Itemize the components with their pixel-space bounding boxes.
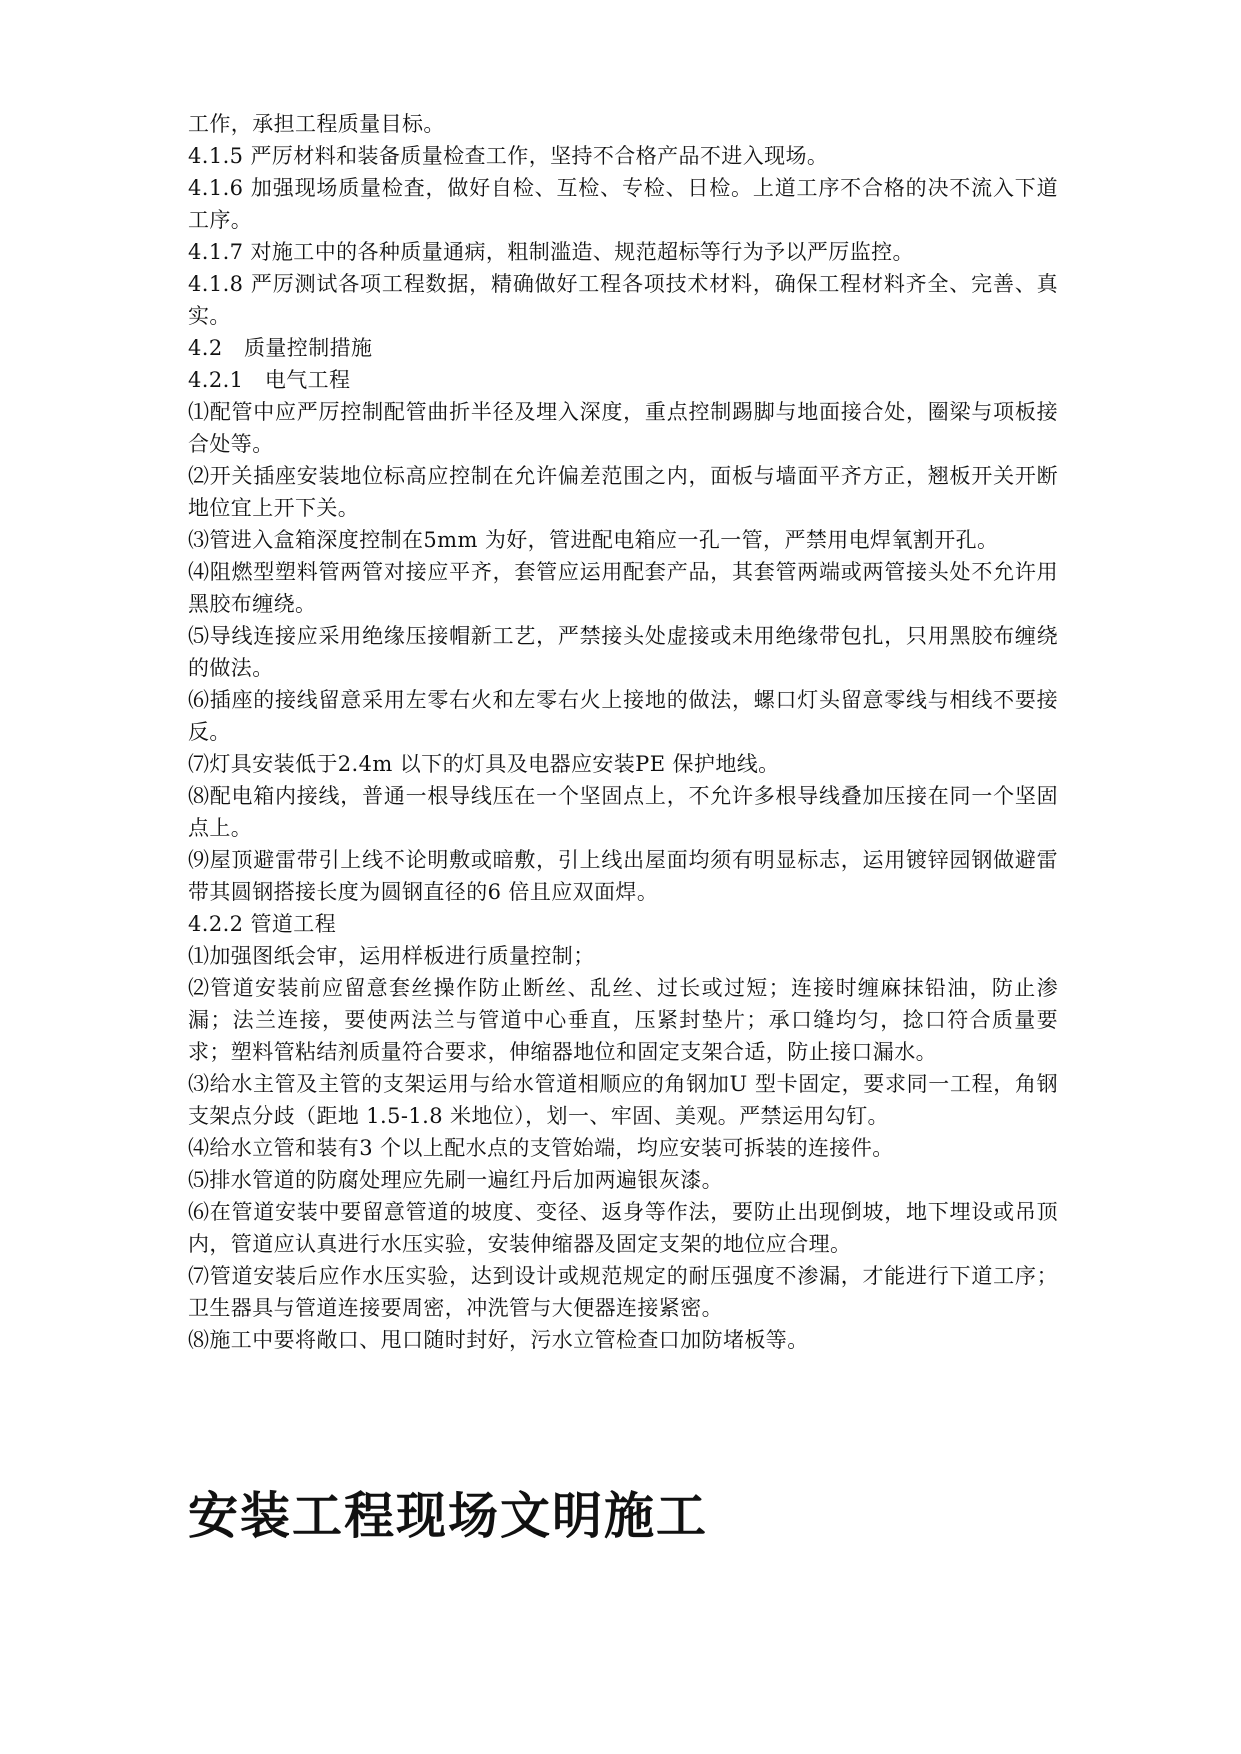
list-item: ⑴加强图纸会审，运用样板进行质量控制； — [188, 944, 595, 968]
list-item: ⑸排水管道的防腐处理应先刷一遍红丹后加两遍银灰漆。 — [188, 1168, 723, 1192]
list-item: ⑸导线连接应采用绝缘压接帽新工艺，严禁接头处虚接或未用绝缘带包扎，只用黑胶布缠绕的做法。 — [188, 624, 1058, 680]
document-body — [188, 108, 1058, 1356]
subsection-heading-4-2-1: 4.2.1 电气工程 — [188, 368, 351, 392]
section-title: 安装工程现场文明施工 — [188, 1486, 708, 1545]
list-item: ⑴配管中应严厉控制配管曲折半径及埋入深度，重点控制踢脚与地面接合处，圈梁与项板接合处等。 — [188, 400, 1058, 456]
list-item: ⑷阻燃型塑料管两管对接应平齐，套管应运用配套产品，其套管两端或两管接头处不允许用黑胶布缠绕。 — [188, 560, 1058, 616]
list-item: ⑵管道安装前应留意套丝操作防止断丝、乱丝、过长或过短；连接时缠麻抹铅油，防止渗漏；法兰连接，要使两法兰与管道中心垂直，压紧封垫片；承口缝均匀，捻口符合质量要求；塑料管粘结剂质量符合要求，伸缩器地位和固定支架合适，防止接口漏水。 — [188, 976, 1058, 1064]
paragraph-4-1-7: 4.1.7 对施工中的各种质量通病，粗制滥造、规范超标等行为予以严厉监控。 — [188, 240, 914, 264]
list-item: ⑹在管道安装中要留意管道的坡度、变径、返身等作法，要防止出现倒坡，地下埋设或吊顶内，管道应认真进行水压实验，安装伸缩器及固定支架的地位应合理。 — [188, 1200, 1058, 1256]
list-item: ⑺灯具安装低于2.4m 以下的灯具及电器应安装PE 保护地线。 — [188, 752, 780, 776]
list-item: ⑻施工中要将敞口、甩口随时封好，污水立管检查口加防堵板等。 — [188, 1328, 809, 1352]
list-item: ⑵开关插座安装地位标高应控制在允许偏差范围之内，面板与墙面平齐方正，翘板开关开断地位宜上开下关。 — [188, 464, 1058, 520]
list-item: ⑶管进入盒箱深度控制在5mm 为好，管进配电箱应一孔一管，严禁用电焊氧割开孔。 — [188, 528, 999, 552]
paragraph-4-1-8: 4.1.8 严厉测试各项工程数据，精确做好工程各项技术材料，确保工程材料齐全、完善、真实。 — [188, 272, 1058, 328]
list-item: ⑻配电箱内接线，普通一根导线压在一个坚固点上，不允许多根导线叠加压接在同一个坚固点上。 — [188, 784, 1058, 840]
list-item: ⑺管道安装后应作水压实验，达到设计或规范规定的耐压强度不渗漏，才能进行下道工序；卫生器具与管道连接要周密，冲洗管与大便器连接紧密。 — [188, 1264, 1058, 1320]
list-item: ⑹插座的接线留意采用左零右火和左零右火上接地的做法，螺口灯头留意零线与相线不要接反。 — [188, 688, 1058, 744]
list-item: ⑼屋顶避雷带引上线不论明敷或暗敷，引上线出屋面均须有明显标志，运用镀锌园钢做避雷带其圆钢搭接长度为圆钢直径的6 倍且应双面焊。 — [188, 848, 1058, 904]
subsection-heading-4-2-2: 4.2.2 管道工程 — [188, 912, 337, 936]
paragraph-4-1-5: 4.1.5 严厉材料和装备质量检查工作，坚持不合格产品不进入现场。 — [188, 144, 829, 168]
paragraph-4-1-6: 4.1.6 加强现场质量检査，做好自检、互检、专检、日检。上道工序不合格的决不流入下道工序。 — [188, 176, 1058, 232]
list-item: ⑶给水主管及主管的支架运用与给水管道相顺应的角钢加U 型卡固定，要求同一工程，角钢支架点分歧（距地 1.5-1.8 米地位），划一、牢固、美观。严禁运用勾钉。 — [188, 1072, 1058, 1128]
list-item: ⑷给水立管和装有3 个以上配水点的支管始端，均应安装可拆装的连接件。 — [188, 1136, 894, 1160]
paragraph-continuation: 工作，承担工程质量目标。 — [188, 112, 445, 136]
section-heading-4-2: 4.2 质量控制措施 — [188, 336, 373, 360]
